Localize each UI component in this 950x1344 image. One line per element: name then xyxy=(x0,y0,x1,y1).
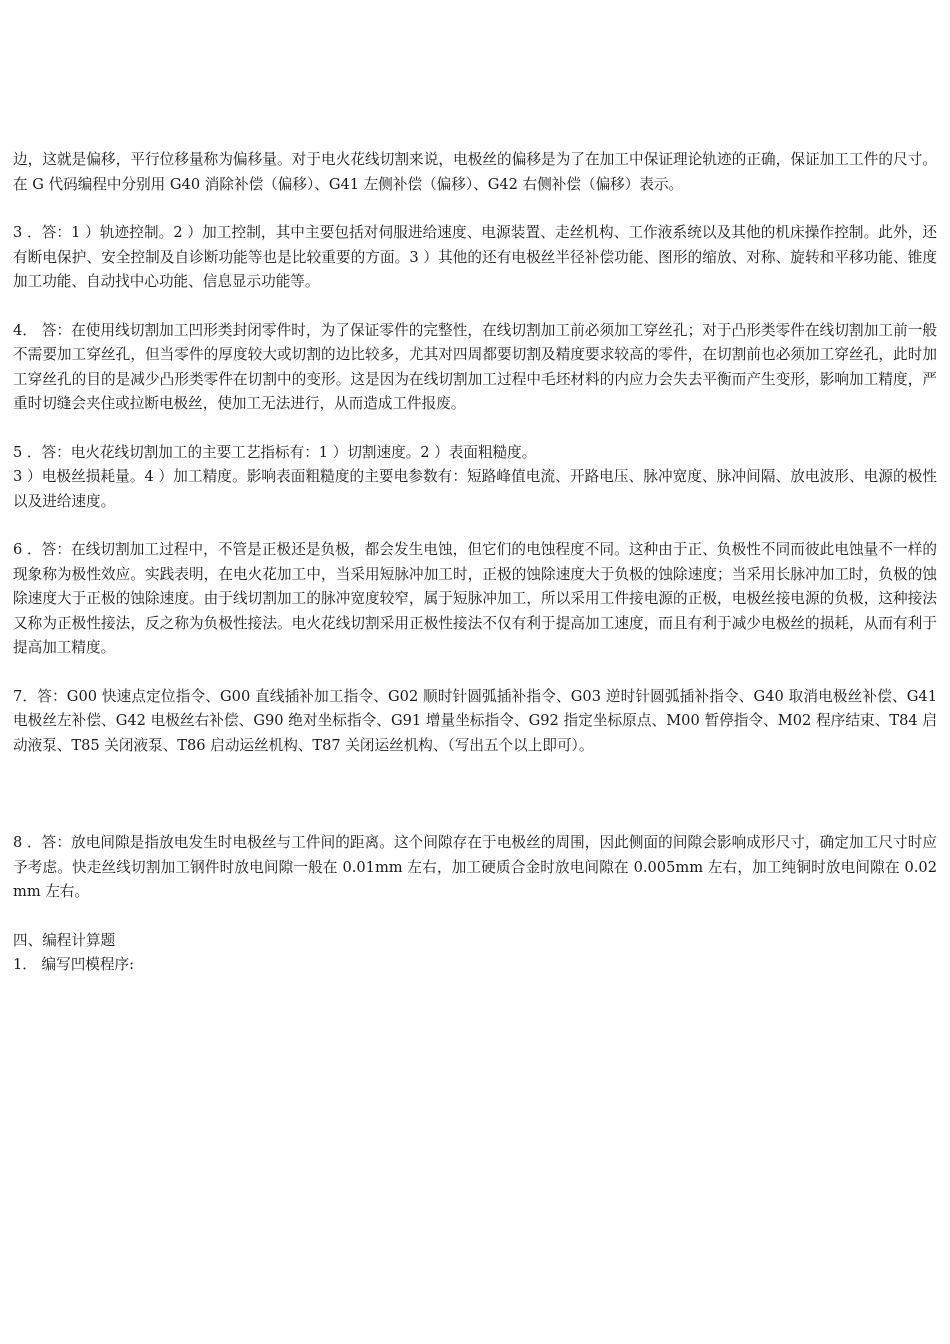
paragraph-answer-7: 7．答：G00 快速点定位指令、G00 直线插补加工指令、G02 顺时针圆弧插补指令、G03 逆时针圆弧插补指令、G40 取消电极丝补偿、G41 电极丝左补偿、G42 电极丝右补偿、G90 绝对坐标指令、G91 增量坐标指令、G92 指定坐标原点、M00 暂停指令、M02 程序结束、T84 启动液泵、T85 关闭液泵、T86 启动运丝机构、T87 关闭运丝机构、（写出五个以上即可）。 xyxy=(13,687,937,754)
paragraph-answer-3: 3 ．答：1 ）轨迹控制。2 ）加工控制，其中主要包括对伺服进给速度、电源装置、走丝机构、工作液系统以及其他的机床操作控制。此外，还有断电保护、安全控制及自诊断功能等也是比较重要的方面。3 ）其他的还有电极丝半径补偿功能、图形的缩放、对称、旋转和平移功能、锥度加工功能、自动找中心功能、信息显示功能等。 xyxy=(13,224,937,290)
paragraph-answer-8: 8 ．答：放电间隙是指放电发生时电极丝与工件间的距离。这个间隙存在于电极丝的周围，因此侧面的间隙会影响成形尺寸，确定加工尺寸时应予考虑。快走丝线切割加工钢件时放电间隙一般在 0.01mm 左右，加工硬质合金时放电间隙在 0.005mm 左右，加工纯铜时放电间隙在 0.02mm 左右。 xyxy=(13,834,937,900)
spacer xyxy=(13,514,937,538)
spacer xyxy=(13,197,937,221)
paragraph-answer-4: 4． 答：在使用线切割加工凹形类封闭零件时，为了保证零件的完整性，在线切割加工前必须加工穿丝孔；对于凸形类零件在线切割加工前一般不需要加工穿丝孔，但当零件的厚度较大或切割的边比较多，尤其对四周都要切割及精度要求较高的零件，在切割前也必须加工穿丝孔，此时加工穿丝孔的目的是减少凸形类零件在切割中的变形。这是因为在线切割加工过程中毛坯材料的内应力会失去平衡而产生变形，影响加工精度，严重时切缝会夹住或拉断电极丝，使加工无法进行，从而造成工件报废。 xyxy=(13,321,937,412)
spacer xyxy=(13,661,937,685)
paragraph-answer-5-line-1: 5 ．答：电火花线切割加工的主要工艺指标有：1 ）切割速度。2 ）表面粗糙度。 xyxy=(13,443,537,461)
spacer xyxy=(13,295,937,319)
spacer xyxy=(13,758,937,831)
document-page xyxy=(13,148,937,978)
paragraph-answer-5-line-2: 3 ）电极丝损耗量。4 ）加工精度。影响表面粗糙度的主要电参数有：短路峰值电流、开路电压、脉冲宽度、脉冲间隔、放电波形、电源的极性以及进给速度。 xyxy=(13,468,937,510)
list-item: 1． 编写凹模程序: xyxy=(13,956,134,973)
paragraph-answer-6: 6 ．答：在线切割加工过程中，不管是正极还是负极，都会发生电蚀，但它们的电蚀程度不同。这种由于正、负极性不同而彼此电蚀量不一样的现象称为极性效应。实践表明，在电火花加工中，当采用短脉冲加工时，正极的蚀除速度大于负极的蚀除速度；当采用长脉冲加工时，负极的蚀除速度大于正极的蚀除速度。由于线切割加工的脉冲宽度较窄，属于短脉冲加工，所以采用工件接电源的正极，电极丝接电源的负极，这种接法又称为正极性接法，反之称为负极性接法。电火花线切割采用正极性接法不仅有利于提高加工速度，而且有利于减少电极丝的损耗，从而有利于提高加工精度。 xyxy=(13,541,937,656)
spacer xyxy=(13,417,937,441)
spacer xyxy=(13,905,937,929)
section-title: 四、编程计算题 xyxy=(13,931,116,949)
paragraph-offset: 边，这就是偏移，平行位移量称为偏移量。对于电火花线切割来说，电极丝的偏移是为了在加工中保证理论轨迹的正确，保证加工工件的尺寸。在 G 代码编程中分别用 G40 消除补偿（偏移）、G41 左侧补偿（偏移）、G42 右侧补偿（偏移）表示。 xyxy=(13,151,937,193)
